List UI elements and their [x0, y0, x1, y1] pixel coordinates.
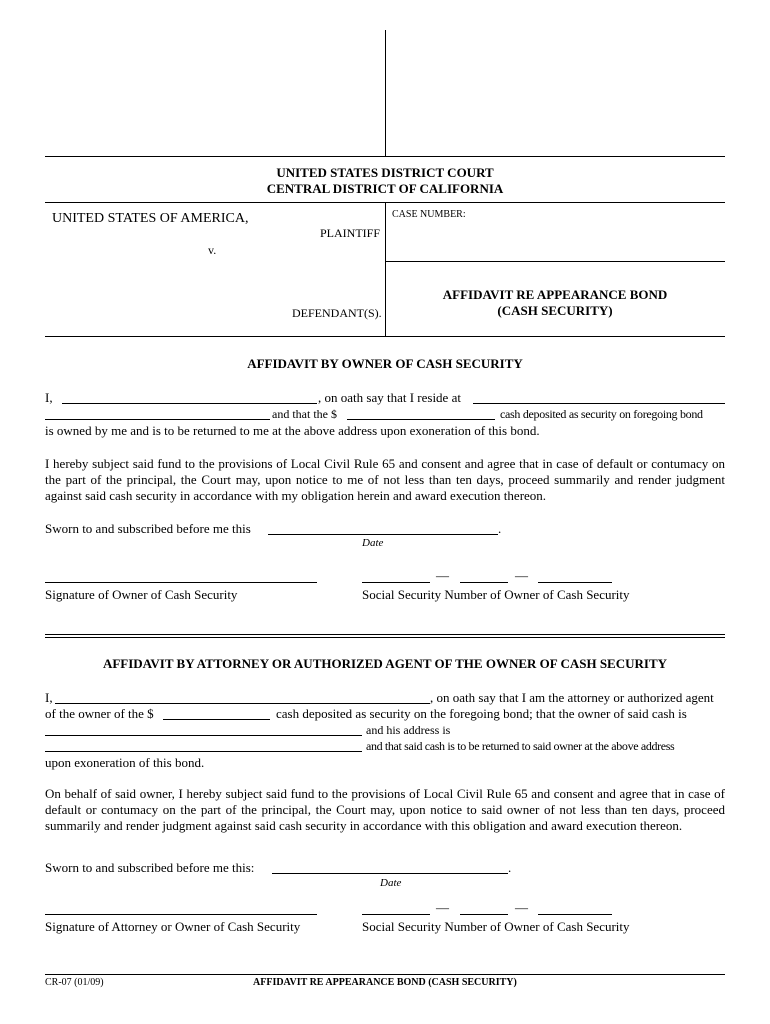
section2-ssn-label: Social Security Number of Owner of Cash Security [362, 919, 630, 934]
agent-name-field[interactable] [55, 703, 430, 704]
top-vertical-rule [385, 30, 386, 156]
form-code: CR-07 (01/09) [45, 977, 104, 988]
section1-oath-text: , on oath say that I reside at [318, 390, 461, 405]
section1-sworn-date-field[interactable] [268, 534, 498, 535]
section2-oath-text: , on oath say that I am the attorney or authorized agent [430, 690, 714, 705]
section2-returned-text: and that said cash is to be returned to said owner at the above address [366, 739, 675, 753]
ssn-dash-1: — [436, 568, 449, 583]
owner-ssn-label: Social Security Number of Owner of Cash Security [362, 587, 630, 602]
owner-signature-field[interactable] [45, 582, 317, 583]
owner-ssn-part3-field[interactable] [538, 582, 612, 583]
section2-heading: AFFIDAVIT BY ATTORNEY OR AUTHORIZED AGENT OF THE OWNER OF CASH SECURITY [102, 656, 668, 671]
document-title-line1: AFFIDAVIT RE APPEARANCE BOND [442, 287, 668, 302]
section2-sworn-date-field[interactable] [272, 873, 508, 874]
plaintiff-name: UNITED STATES OF AMERICA, [52, 211, 249, 226]
section2-ssn-dash-2: — [515, 900, 528, 915]
section2-ssn-dash-1: — [436, 900, 449, 915]
footer-rule [45, 974, 725, 975]
versus-label: v. [208, 243, 217, 257]
case-number-box-bottom-rule [385, 261, 725, 262]
owner-name-field[interactable] [62, 403, 317, 404]
header-top-rule [45, 156, 725, 157]
owner-ssn-part2-field[interactable] [460, 582, 508, 583]
owner-ssn-part1-field[interactable] [362, 582, 430, 583]
plaintiff-label: PLAINTIFF [320, 226, 381, 240]
ssn-dash-2: — [515, 568, 528, 583]
document-title-line2: (CASH SECURITY) [497, 303, 613, 318]
cash-owner-name-field[interactable] [45, 735, 362, 736]
owner-signature-label: Signature of Owner of Cash Security [45, 587, 238, 602]
section1-date-label: Date [362, 537, 384, 549]
section2-ssn-part2-field[interactable] [460, 914, 508, 915]
section1-owned-by-text: is owned by me and is to be returned to me at the above address upon exoneration of this bond. [45, 423, 540, 438]
section-separator-rule-1 [45, 634, 725, 635]
section-separator-rule-2 [45, 637, 725, 638]
court-name-line1: UNITED STATES DISTRICT COURT [276, 165, 494, 180]
section2-address-is-text: and his address is [366, 723, 451, 737]
cash-amount-field[interactable] [347, 419, 495, 420]
court-name-line2: CENTRAL DISTRICT OF CALIFORNIA [266, 181, 504, 196]
section1-sworn-label: Sworn to and subscribed before me this [45, 521, 251, 536]
section1-i-label: I, [45, 390, 53, 405]
section2-ssn-part1-field[interactable] [362, 914, 430, 915]
section2-cash-deposited-text: cash deposited as security on the foregoing bond; that the owner of said cash is [276, 706, 687, 721]
agent-cash-amount-field[interactable] [163, 719, 270, 720]
section2-ssn-part3-field[interactable] [538, 914, 612, 915]
owner-address-field-2[interactable] [45, 419, 270, 420]
section2-date-label: Date [380, 877, 402, 889]
footer-title: AFFIDAVIT RE APPEARANCE BOND (CASH SECURITY) [253, 977, 517, 988]
case-number-label: CASE NUMBER: [392, 209, 466, 220]
section2-sworn-label: Sworn to and subscribed before me this: [45, 860, 255, 875]
cash-owner-address-field[interactable] [45, 751, 362, 752]
attorney-signature-field[interactable] [45, 914, 317, 915]
attorney-signature-label: Signature of Attorney or Owner of Cash Security [45, 919, 301, 934]
section2-paragraph: On behalf of said owner, I hereby subject said fund to the provisions of Local Civil Rule 65 and consent and agree that in case of default or contumacy on the part of the principal, the Court may, upon notice to said owner of not less than ten days, proceed summarily and render judgment against said cash security in accordance with this obligation and award execution thereon. [45, 786, 725, 833]
section1-cash-deposited-text: cash deposited as security on foregoing bond [500, 407, 703, 421]
owner-address-field-1[interactable] [473, 403, 725, 404]
caption-bottom-rule [45, 336, 725, 337]
section2-sworn-period: . [508, 860, 512, 875]
section2-owner-of-text: of the owner of the $ [45, 706, 154, 721]
section2-exoneration-text: upon exoneration of this bond. [45, 755, 205, 770]
defendant-label: DEFENDANT(S). [292, 306, 382, 320]
section2-i-label: I, [45, 690, 53, 705]
section1-sworn-period: . [498, 521, 502, 536]
section1-and-that-text: and that the $ [272, 407, 337, 421]
section1-paragraph: I hereby subject said fund to the provisions of Local Civil Rule 65 and consent and agree that in case of default or contumacy on the part of the principal, the Court may, upon notice to me of not less than ten days, proceed summarily and render judgment against said cash security in accordance with my obligation herein and award execution thereon. [45, 456, 725, 503]
section1-heading: AFFIDAVIT BY OWNER OF CASH SECURITY [247, 356, 523, 371]
